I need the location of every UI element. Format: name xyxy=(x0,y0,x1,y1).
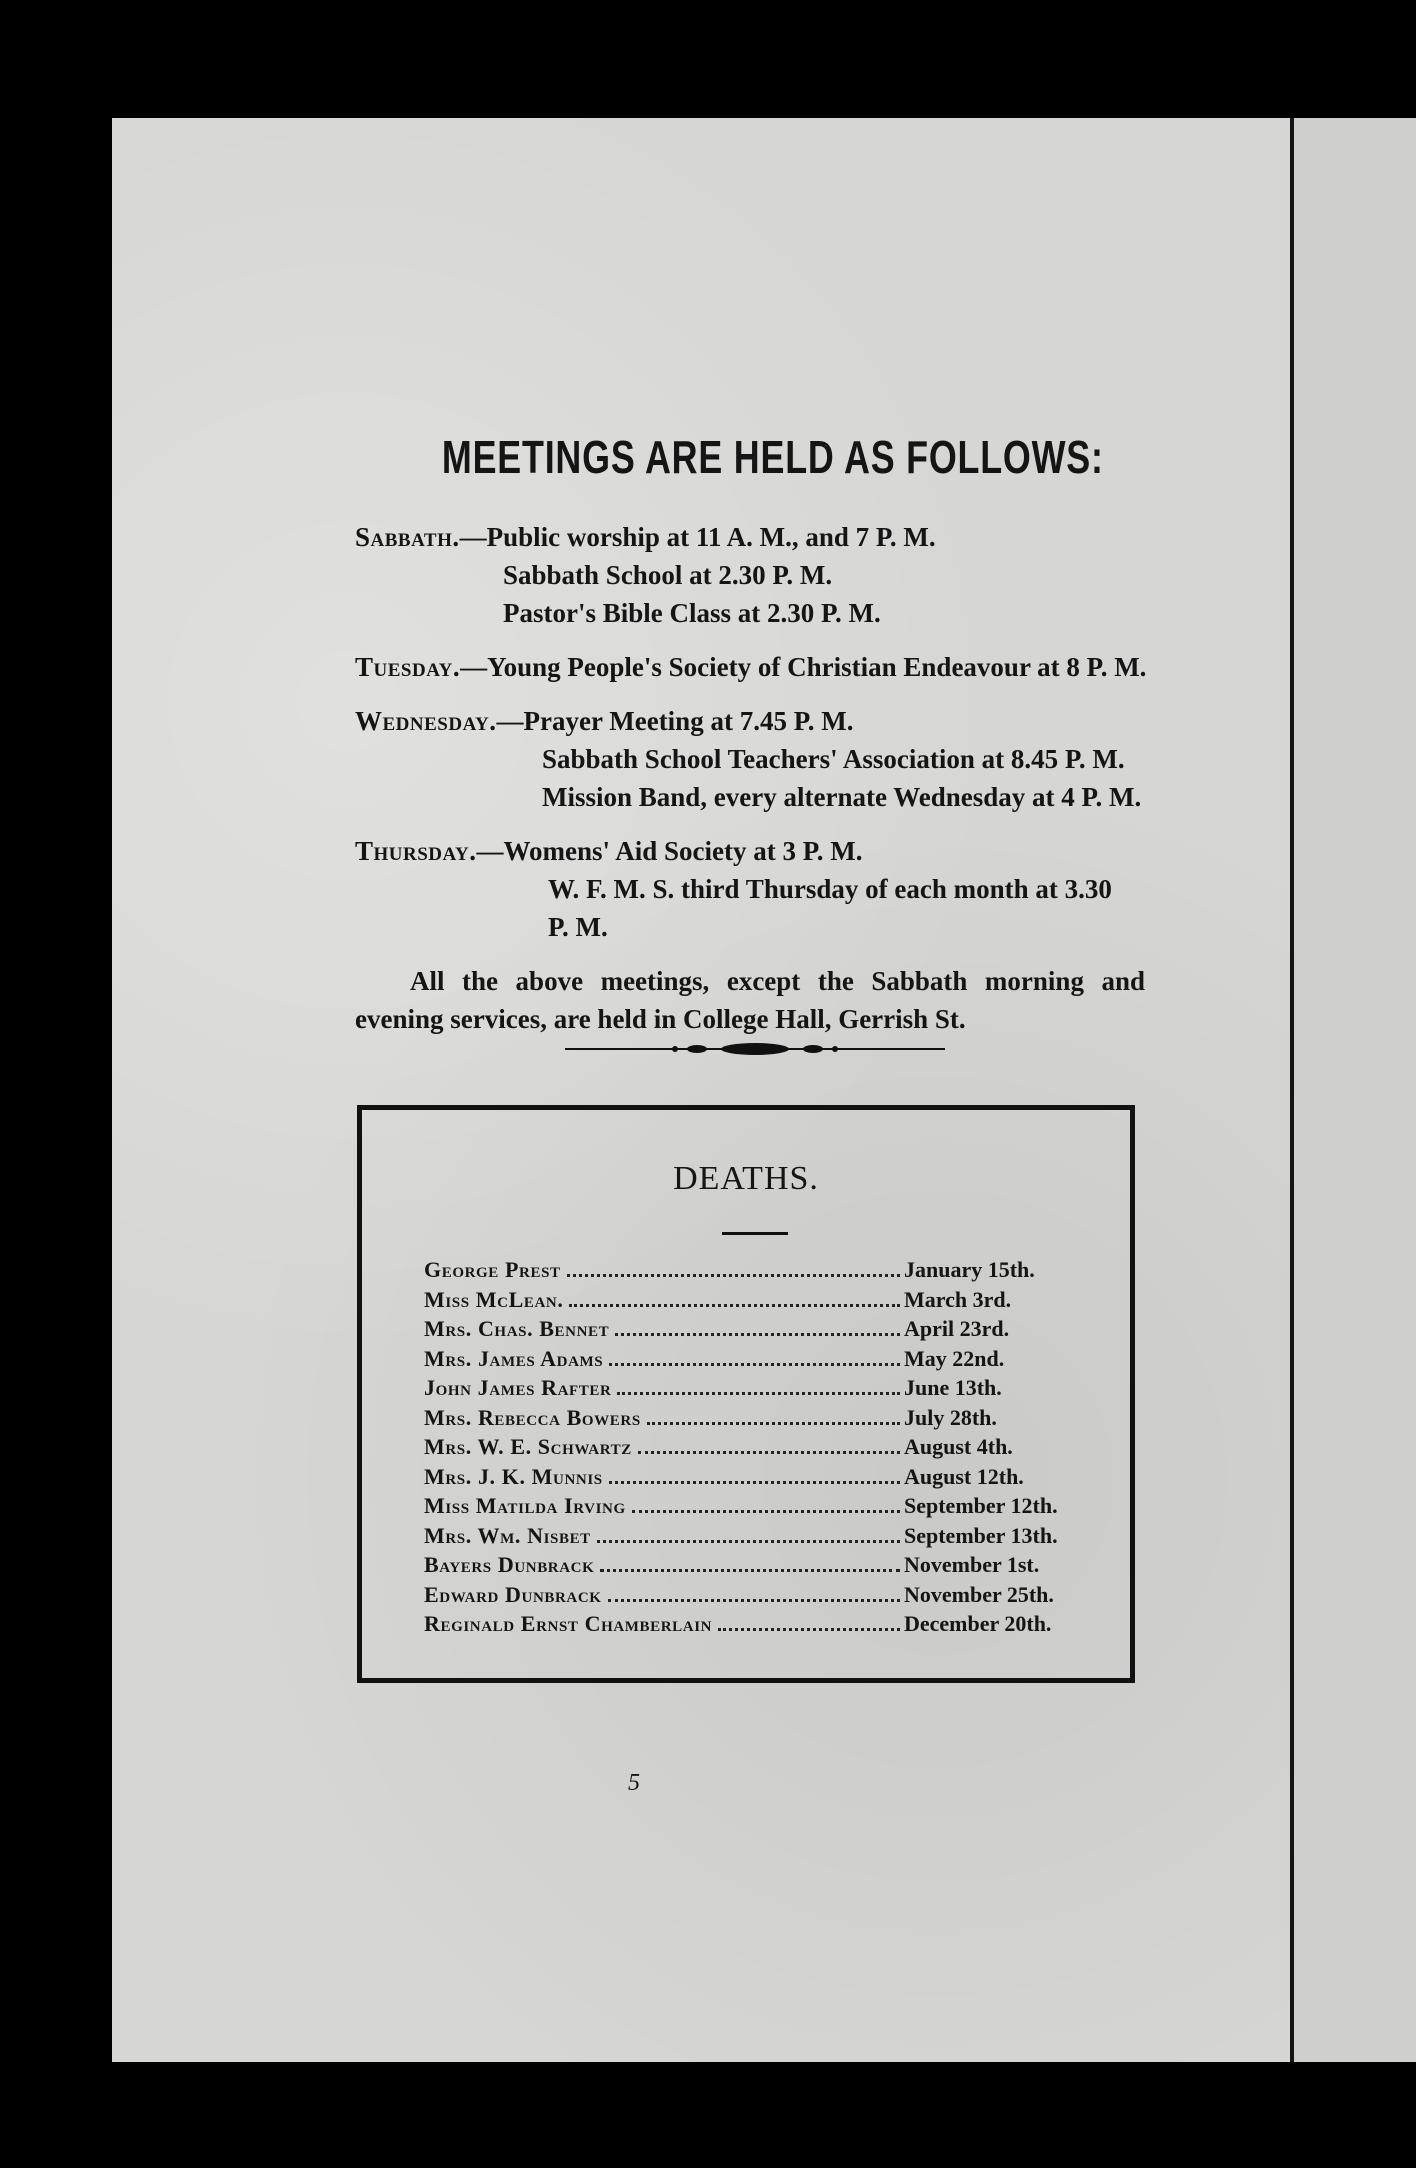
adjacent-page-edge xyxy=(1294,118,1416,2062)
death-entry xyxy=(424,1373,1094,1403)
death-date: September 12th. xyxy=(904,1493,1058,1518)
death-date: August 4th. xyxy=(904,1434,1013,1459)
death-date: June 13th. xyxy=(904,1375,1002,1400)
death-date: September 13th. xyxy=(904,1522,1058,1548)
page-number: 5 xyxy=(628,1770,640,1796)
death-entry xyxy=(424,1491,1094,1521)
meetings-heading: MEETINGS ARE HELD AS FOLLOWS: xyxy=(441,431,1104,483)
death-entry xyxy=(424,1550,1094,1580)
dot-leader xyxy=(615,1333,900,1336)
sabbath-line-1: —Public worship at 11 A. M., and 7 P. M. xyxy=(459,522,936,552)
death-name: Reginald Ernst Chamberlain xyxy=(424,1611,713,1636)
dot-leader xyxy=(609,1363,900,1366)
death-name: John James Rafter xyxy=(424,1375,612,1400)
thursday-line-2: W. F. M. S. third Thursday of each month at 3.30 xyxy=(548,874,1112,904)
deaths-title-rule xyxy=(722,1232,788,1235)
ornament-divider xyxy=(565,1040,945,1058)
death-entry xyxy=(424,1521,1094,1551)
death-date: April 23rd. xyxy=(904,1316,1010,1341)
thursday-line-3: P. M. xyxy=(548,912,608,942)
death-name: Miss McLean. xyxy=(424,1286,564,1312)
death-entry xyxy=(424,1403,1094,1433)
death-entry xyxy=(424,1432,1094,1462)
dot-leader xyxy=(609,1481,900,1484)
wednesday-block xyxy=(355,702,1145,816)
wednesday-line-2: Sabbath School Teachers' Association at 8.45 P. M. xyxy=(542,744,1125,774)
dot-leader xyxy=(638,1451,900,1454)
death-entry xyxy=(424,1314,1094,1344)
deaths-title: DEATHS. xyxy=(673,1160,819,1197)
death-entry xyxy=(424,1255,1094,1285)
death-entry xyxy=(424,1285,1094,1315)
death-name: Miss Matilda Irving xyxy=(424,1493,626,1518)
death-date: November 25th. xyxy=(904,1581,1054,1607)
dot-leader xyxy=(632,1510,900,1513)
death-name: Mrs. Wm. Nisbet xyxy=(424,1522,591,1548)
meetings-note: All the above meetings, except the Sabbath morning and evening services, are held in College Hall, Gerrish St. xyxy=(355,966,1145,1034)
dot-leader xyxy=(718,1628,900,1631)
death-date: December 20th. xyxy=(904,1611,1052,1636)
death-date: March 3rd. xyxy=(904,1286,1012,1312)
deaths-box xyxy=(357,1105,1135,1683)
deaths-list xyxy=(424,1255,1094,1639)
dot-leader xyxy=(600,1569,900,1572)
dot-leader xyxy=(617,1392,900,1395)
wednesday-line-1: —Prayer Meeting at 7.45 P. M. xyxy=(496,706,854,736)
death-name: Edward Dunbrack xyxy=(424,1581,602,1607)
death-entry xyxy=(424,1580,1094,1610)
wednesday-label: Wednesday. xyxy=(355,706,497,736)
tuesday-block xyxy=(355,648,1145,686)
tuesday-label: Tuesday. xyxy=(355,652,461,682)
death-date: July 28th. xyxy=(904,1404,997,1430)
dot-leader xyxy=(597,1540,900,1543)
death-name: Mrs. W. E. Schwartz xyxy=(424,1434,632,1459)
wednesday-line-3: Mission Band, every alternate Wednesday at 4 P. M. xyxy=(542,782,1142,812)
death-entry xyxy=(424,1344,1094,1374)
death-entry xyxy=(424,1609,1094,1639)
death-date: November 1st. xyxy=(904,1552,1040,1577)
death-entry xyxy=(424,1462,1094,1492)
dot-leader xyxy=(608,1599,900,1602)
sabbath-block xyxy=(355,518,1145,632)
tuesday-line-1: —Young People's Society of Christian Endeavour at 8 P. M. xyxy=(460,652,1147,682)
death-date: May 22nd. xyxy=(904,1345,1005,1371)
page-paper xyxy=(112,118,1292,2062)
sabbath-line-3: Pastor's Bible Class at 2.30 P. M. xyxy=(503,598,881,628)
sabbath-label: Sabbath. xyxy=(355,522,460,552)
death-name: Mrs. Chas. Bennet xyxy=(424,1316,610,1341)
dot-leader xyxy=(647,1422,900,1425)
death-name: Mrs. Rebecca Bowers xyxy=(424,1404,641,1430)
death-date: January 15th. xyxy=(904,1257,1035,1282)
thursday-label: Thursday. xyxy=(355,836,477,866)
thursday-block xyxy=(355,832,1145,946)
dot-leader xyxy=(569,1304,900,1307)
death-name: Mrs. James Adams xyxy=(424,1345,604,1371)
dot-leader xyxy=(567,1274,900,1277)
death-name: George Prest xyxy=(424,1257,561,1282)
death-name: Bayers Dunbrack xyxy=(424,1552,595,1577)
death-name: Mrs. J. K. Munnis xyxy=(424,1463,603,1489)
sabbath-line-2: Sabbath School at 2.30 P. M. xyxy=(503,560,833,590)
death-date: August 12th. xyxy=(904,1463,1024,1489)
meetings-section xyxy=(355,430,1145,1065)
thursday-line-1: —Womens' Aid Society at 3 P. M. xyxy=(476,836,863,866)
